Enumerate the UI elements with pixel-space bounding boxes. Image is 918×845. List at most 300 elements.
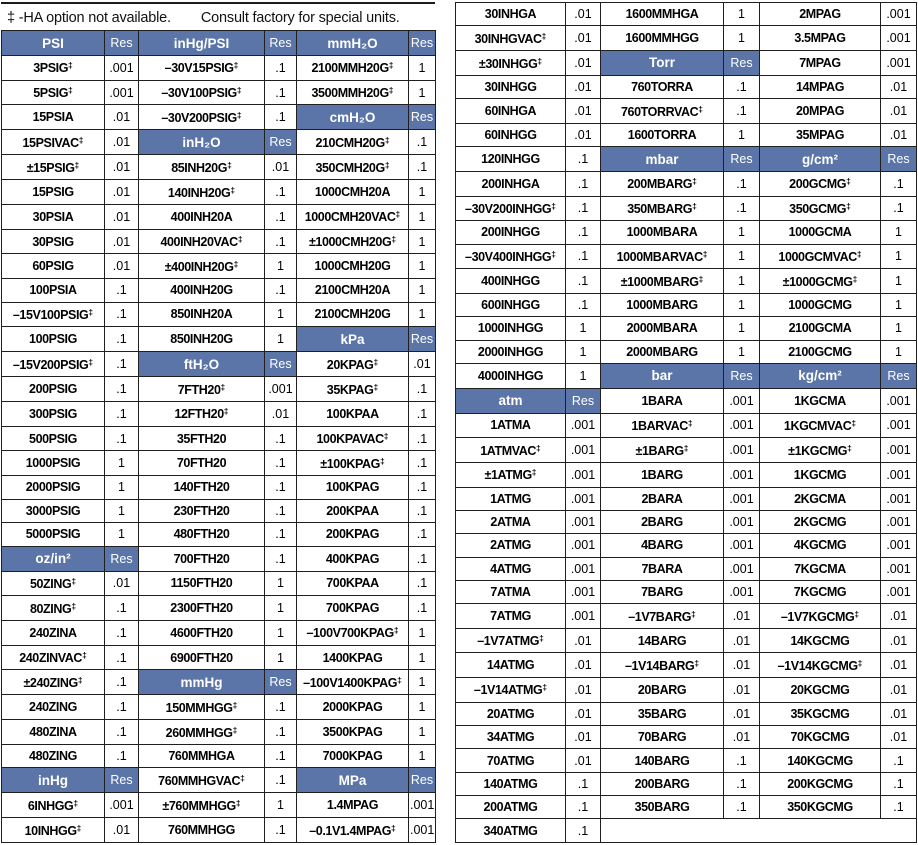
double-dagger-mark: ‡ bbox=[692, 201, 697, 212]
res-cell: .01 bbox=[566, 702, 601, 725]
table-row bbox=[456, 172, 917, 197]
range-cell: 1000MBARA bbox=[601, 221, 724, 244]
range-cell: 14ATMG bbox=[456, 653, 566, 678]
range-cell: 2KGCMG bbox=[760, 510, 881, 533]
range-cell: 2100CMH20G bbox=[297, 302, 409, 327]
range-cell: 760TORRA bbox=[601, 75, 724, 98]
res-cell: .1 bbox=[265, 426, 297, 451]
range-cell: ±1000CMH20G‡ bbox=[297, 229, 409, 254]
res-header-cell: Res bbox=[881, 147, 917, 172]
res-cell: 1 bbox=[409, 180, 436, 205]
range-cell: 60PSIG bbox=[2, 254, 105, 279]
table-row bbox=[456, 580, 917, 603]
unit-header-cell: inH₂O bbox=[139, 130, 265, 155]
table-row bbox=[456, 196, 917, 221]
res-header-cell: Res bbox=[409, 105, 436, 130]
range-cell: 4ATMG bbox=[456, 557, 566, 580]
double-dagger-mark: ‡ bbox=[384, 135, 390, 146]
range-cell: 2000MBARA bbox=[601, 317, 724, 340]
range-cell: ±1ATMG‡ bbox=[456, 462, 566, 487]
res-cell: .1 bbox=[724, 796, 760, 819]
res-cell: .01 bbox=[566, 653, 601, 678]
range-cell: 14KGCMG bbox=[760, 628, 881, 653]
res-cell: 1 bbox=[881, 244, 917, 269]
double-dagger-mark: ‡ bbox=[78, 135, 84, 146]
range-cell: 200INHGG bbox=[456, 221, 566, 244]
double-dagger-mark: ‡ bbox=[236, 85, 242, 96]
range-cell: –30V200PSIG‡ bbox=[139, 105, 265, 130]
table-row bbox=[2, 571, 436, 596]
range-cell: 2100GCMG bbox=[760, 340, 881, 363]
res-header-cell: Res bbox=[105, 31, 139, 56]
range-cell: 1000INHGG bbox=[456, 317, 566, 340]
table-row bbox=[2, 670, 436, 695]
table-row bbox=[456, 3, 917, 26]
table-row bbox=[456, 702, 917, 725]
res-cell: .1 bbox=[566, 172, 601, 197]
table-row bbox=[456, 269, 917, 294]
table-row bbox=[456, 628, 917, 653]
table-row bbox=[456, 819, 917, 843]
double-dagger-mark: ‡ bbox=[692, 176, 697, 187]
table-row bbox=[2, 229, 436, 254]
double-dagger-mark: ‡ bbox=[854, 608, 860, 619]
res-cell: .01 bbox=[724, 653, 760, 678]
res-cell: .001 bbox=[265, 377, 297, 402]
res-cell: .1 bbox=[409, 499, 436, 522]
double-dagger-mark: ‡ bbox=[383, 431, 389, 442]
range-cell: 70FTH20 bbox=[139, 451, 265, 476]
res-cell: .1 bbox=[724, 749, 760, 772]
range-cell: –0.1V1.4MPAG‡ bbox=[297, 818, 409, 843]
double-dagger-mark: ‡ bbox=[77, 675, 83, 685]
double-dagger-mark: ‡ bbox=[541, 30, 547, 41]
range-cell: 350CMH20G‡ bbox=[297, 155, 409, 180]
range-cell: 4KGCMG bbox=[760, 534, 881, 557]
range-cell: ±1BARG‡ bbox=[601, 438, 724, 463]
range-cell: 1400KPAG bbox=[297, 645, 409, 670]
res-cell: .01 bbox=[105, 180, 139, 205]
res-cell: .001 bbox=[566, 580, 601, 603]
res-cell: .1 bbox=[566, 293, 601, 316]
res-header-cell: Res bbox=[409, 327, 436, 352]
res-cell: .1 bbox=[105, 426, 139, 451]
unit-header-cell: bar bbox=[601, 363, 724, 388]
double-dagger-mark: ‡ bbox=[537, 55, 543, 66]
res-cell: 1 bbox=[724, 317, 760, 340]
res-cell: .001 bbox=[566, 438, 601, 463]
range-cell: 140ATMG bbox=[456, 772, 566, 795]
res-cell: 1 bbox=[409, 620, 436, 645]
range-cell: 7ATMG bbox=[456, 604, 566, 629]
unit-header-cell: Torr bbox=[601, 50, 724, 75]
res-cell: .01 bbox=[566, 99, 601, 124]
range-cell: 200MBARG‡ bbox=[601, 172, 724, 197]
res-cell: .1 bbox=[265, 499, 297, 522]
res-header-cell: Res bbox=[724, 50, 760, 75]
res-cell: .01 bbox=[105, 105, 139, 130]
res-cell: 1 bbox=[409, 720, 436, 745]
range-cell: 200KPAG bbox=[297, 523, 409, 546]
table-row bbox=[2, 254, 436, 279]
res-header-cell: Res bbox=[881, 363, 917, 388]
table-row bbox=[456, 363, 917, 388]
table-row bbox=[2, 327, 436, 352]
res-cell: .1 bbox=[105, 620, 139, 645]
range-cell: –1V14BARG‡ bbox=[601, 653, 724, 678]
range-cell: 35BARG bbox=[601, 702, 724, 725]
res-cell: .1 bbox=[881, 772, 917, 795]
range-cell: 1BARA bbox=[601, 388, 724, 413]
range-cell: 1000CMH20VAC‡ bbox=[297, 204, 409, 229]
range-cell: –100V1400KPAG‡ bbox=[297, 670, 409, 695]
range-cell: 2000KPAG bbox=[297, 695, 409, 720]
range-cell: 3000PSIG bbox=[2, 499, 105, 522]
table-row bbox=[456, 653, 917, 678]
range-cell: 100PSIA bbox=[2, 279, 105, 302]
res-header-cell: Res bbox=[566, 388, 601, 413]
table-row bbox=[2, 620, 436, 645]
range-cell: 2100CMH20A bbox=[297, 279, 409, 302]
res-cell: 1 bbox=[409, 254, 436, 279]
range-cell: 4600FTH20 bbox=[139, 620, 265, 645]
range-cell: 120INHGG bbox=[456, 147, 566, 172]
res-cell: .01 bbox=[881, 99, 917, 124]
res-cell: .1 bbox=[724, 772, 760, 795]
range-cell: 300PSIG bbox=[2, 402, 105, 427]
range-cell: 100KPAA bbox=[297, 402, 409, 427]
range-cell: 1000GCMA bbox=[760, 221, 881, 244]
double-dagger-mark: ‡ bbox=[82, 650, 87, 661]
footnote-consult-note: Consult factory for special units. bbox=[200, 10, 400, 26]
range-cell: 1000CMH20A bbox=[297, 180, 409, 205]
range-cell: 1000PSIG bbox=[2, 451, 105, 476]
range-cell: 1600TORRA bbox=[601, 123, 724, 146]
double-dagger-mark: ‡ bbox=[683, 442, 689, 453]
range-cell: 1600MMHGA bbox=[601, 3, 724, 26]
range-cell: 30PSIA bbox=[2, 204, 105, 229]
res-cell: .001 bbox=[881, 50, 917, 75]
range-cell: ±30INHGG‡ bbox=[456, 50, 566, 75]
double-dagger-mark: ‡ bbox=[551, 249, 556, 260]
range-cell: ±240ZING‡ bbox=[2, 670, 105, 695]
res-cell: 1 bbox=[265, 327, 297, 352]
table-row bbox=[456, 99, 917, 124]
range-cell: 14BARG bbox=[601, 628, 724, 653]
res-cell: .1 bbox=[265, 695, 297, 720]
res-cell: .1 bbox=[409, 523, 436, 546]
range-cell: 760MMHGA bbox=[139, 744, 265, 767]
double-dagger-mark: ‡ bbox=[391, 234, 397, 245]
table-row bbox=[2, 426, 436, 451]
range-cell: 480FTH20 bbox=[139, 523, 265, 546]
range-cell: 600INHGG bbox=[456, 293, 566, 316]
range-cell: 480ZINA bbox=[2, 720, 105, 745]
unit-header-cell: oz/in² bbox=[2, 546, 105, 571]
range-cell: 4000INHGG bbox=[456, 363, 566, 388]
res-cell: .001 bbox=[881, 26, 917, 51]
res-cell: 1 bbox=[881, 293, 917, 316]
res-cell: 1 bbox=[724, 26, 760, 51]
table-row bbox=[456, 749, 917, 772]
range-cell: 140INH20G‡ bbox=[139, 180, 265, 205]
res-cell: .1 bbox=[409, 130, 436, 155]
double-dagger-mark: ‡ bbox=[88, 306, 94, 317]
res-cell: .001 bbox=[881, 580, 917, 603]
res-cell: .001 bbox=[566, 413, 601, 438]
range-cell: 240ZING bbox=[2, 695, 105, 720]
res-cell: 1 bbox=[409, 302, 436, 327]
res-cell: .1 bbox=[265, 80, 297, 105]
range-res-grid bbox=[455, 2, 917, 843]
res-cell: 1 bbox=[724, 3, 760, 26]
range-cell: –30V200INHGG‡ bbox=[456, 196, 566, 221]
res-cell: 1 bbox=[265, 620, 297, 645]
range-cell: ±1000MBARG‡ bbox=[601, 269, 724, 294]
res-header-cell: Res bbox=[265, 352, 297, 377]
range-cell: 500PSIG bbox=[2, 426, 105, 451]
range-cell: 5PSIG‡ bbox=[2, 80, 105, 105]
res-cell: .1 bbox=[881, 196, 917, 221]
range-cell: 850INH20A bbox=[139, 302, 265, 327]
table-row bbox=[456, 221, 917, 244]
res-cell: .01 bbox=[105, 155, 139, 180]
double-dagger-mark: ‡ bbox=[236, 110, 242, 121]
table-row bbox=[456, 26, 917, 51]
table-row bbox=[2, 546, 436, 571]
res-cell: .1 bbox=[265, 204, 297, 229]
res-cell: .001 bbox=[724, 462, 760, 487]
table-row bbox=[2, 155, 436, 180]
res-cell: 1 bbox=[724, 269, 760, 294]
range-cell: 30PSIG bbox=[2, 229, 105, 254]
res-cell: .1 bbox=[265, 546, 297, 571]
range-cell: 2000INHGG bbox=[456, 340, 566, 363]
res-cell: 1 bbox=[265, 793, 297, 818]
double-dagger-mark: ‡ bbox=[68, 85, 73, 96]
res-cell: .1 bbox=[409, 377, 436, 402]
res-header-cell: Res bbox=[265, 130, 297, 155]
res-cell: .1 bbox=[265, 720, 297, 745]
range-cell: 140FTH20 bbox=[139, 476, 265, 499]
res-cell: .1 bbox=[566, 269, 601, 294]
res-cell: .01 bbox=[566, 749, 601, 772]
unit-header-cell: ftH₂O bbox=[139, 352, 265, 377]
res-cell: .001 bbox=[105, 80, 139, 105]
range-cell: 100KPAVAC‡ bbox=[297, 426, 409, 451]
res-cell: .001 bbox=[409, 818, 436, 843]
double-dagger-mark: ‡ bbox=[223, 406, 229, 417]
range-cell: 1BARG bbox=[601, 462, 724, 487]
res-cell: .1 bbox=[409, 155, 436, 180]
double-dagger-mark: ‡ bbox=[395, 209, 401, 220]
double-dagger-mark: ‡ bbox=[856, 249, 862, 260]
range-cell: 35KPAG‡ bbox=[297, 377, 409, 402]
unit-header-cell: kg/cm² bbox=[760, 363, 881, 388]
res-cell: .01 bbox=[724, 702, 760, 725]
range-cell: 20ATMG bbox=[456, 702, 566, 725]
res-cell: 1 bbox=[105, 451, 139, 476]
res-cell: .001 bbox=[881, 388, 917, 413]
res-cell: .1 bbox=[566, 196, 601, 221]
table-row bbox=[456, 388, 917, 413]
res-cell: .1 bbox=[409, 451, 436, 476]
double-dagger-mark: ‡ bbox=[698, 103, 703, 114]
range-cell: 1KGCMVAC‡ bbox=[760, 413, 881, 438]
range-cell: 70ATMG bbox=[456, 749, 566, 772]
res-cell: .001 bbox=[566, 487, 601, 510]
double-dagger-mark: ‡ bbox=[847, 442, 852, 453]
table-row bbox=[456, 796, 917, 819]
res-cell: .1 bbox=[105, 402, 139, 427]
empty-cell bbox=[601, 819, 917, 843]
range-cell: 210CMH20G‡ bbox=[297, 130, 409, 155]
range-cell: 35KGCMG bbox=[760, 702, 881, 725]
unit-header-cell: MPa bbox=[297, 768, 409, 793]
table-row bbox=[2, 596, 436, 621]
unit-header-cell: atm bbox=[456, 388, 566, 413]
range-cell: 3.5MPAG bbox=[760, 26, 881, 51]
range-cell: 6900FTH20 bbox=[139, 645, 265, 670]
range-cell: 2000MBARG bbox=[601, 340, 724, 363]
range-cell: 200PSIG bbox=[2, 377, 105, 402]
res-cell: 1 bbox=[265, 254, 297, 279]
res-cell: 1 bbox=[566, 363, 601, 388]
range-cell: 15PSIG bbox=[2, 180, 105, 205]
unit-header-cell: inHg bbox=[2, 768, 105, 793]
res-cell: .001 bbox=[105, 56, 139, 81]
range-cell: 350BARG bbox=[601, 796, 724, 819]
table-row bbox=[456, 487, 917, 510]
unit-header-cell: cmH₂O bbox=[297, 105, 409, 130]
range-cell: 100PSIG bbox=[2, 327, 105, 352]
res-cell: .01 bbox=[105, 254, 139, 279]
range-cell: 3500MMH20G‡ bbox=[297, 80, 409, 105]
res-cell: .001 bbox=[724, 580, 760, 603]
range-cell: 200KGCMG bbox=[760, 772, 881, 795]
res-cell: .1 bbox=[409, 571, 436, 596]
range-cell: 10INHGG‡ bbox=[2, 818, 105, 843]
range-cell: 6INHGG‡ bbox=[2, 793, 105, 818]
double-dagger-mark: ‡ bbox=[71, 600, 77, 611]
table-row bbox=[2, 645, 436, 670]
double-dagger-mark: ‡ bbox=[857, 657, 863, 668]
res-cell: 1 bbox=[409, 645, 436, 670]
res-cell: .1 bbox=[105, 645, 139, 670]
range-cell: 34ATMG bbox=[456, 726, 566, 749]
res-cell: .1 bbox=[724, 99, 760, 124]
range-cell: 3500KPAG bbox=[297, 720, 409, 745]
range-cell: 400INH20G bbox=[139, 279, 265, 302]
table-row bbox=[2, 451, 436, 476]
range-cell: 7KGCMG bbox=[760, 580, 881, 603]
res-cell: .1 bbox=[105, 302, 139, 327]
right-range-table bbox=[455, 2, 916, 843]
res-cell: .001 bbox=[724, 510, 760, 533]
double-dagger-mark: ‡ bbox=[230, 184, 236, 195]
res-cell: .1 bbox=[566, 772, 601, 795]
range-cell: 2BARA bbox=[601, 487, 724, 510]
res-cell: .01 bbox=[566, 50, 601, 75]
double-dagger-mark: ‡ bbox=[88, 356, 94, 367]
range-cell: 350MBARG‡ bbox=[601, 196, 724, 221]
double-dagger-mark: ‡ bbox=[397, 675, 402, 685]
double-dagger-mark: ‡ bbox=[373, 356, 379, 367]
range-cell: 850INH20G bbox=[139, 327, 265, 352]
table-row bbox=[456, 413, 917, 438]
res-cell: .001 bbox=[724, 413, 760, 438]
res-cell: .1 bbox=[724, 172, 760, 197]
res-cell: .1 bbox=[566, 221, 601, 244]
res-cell: .001 bbox=[105, 793, 139, 818]
res-cell: 1 bbox=[881, 317, 917, 340]
res-cell: .1 bbox=[105, 596, 139, 621]
res-cell: .1 bbox=[265, 229, 297, 254]
res-cell: .01 bbox=[881, 702, 917, 725]
table-row bbox=[2, 818, 436, 843]
res-cell: 1 bbox=[265, 645, 297, 670]
res-cell: .1 bbox=[265, 180, 297, 205]
res-cell: 1 bbox=[265, 302, 297, 327]
range-cell: 1KGCMG bbox=[760, 462, 881, 487]
range-cell: 760MMHGVAC‡ bbox=[139, 768, 265, 793]
res-cell: .01 bbox=[881, 628, 917, 653]
table-row bbox=[456, 462, 917, 487]
res-header-cell: Res bbox=[409, 768, 436, 793]
range-cell: 2BARG bbox=[601, 510, 724, 533]
range-cell: 80ZING‡ bbox=[2, 596, 105, 621]
res-cell: .01 bbox=[724, 678, 760, 703]
res-cell: .1 bbox=[105, 695, 139, 720]
double-dagger-mark: ‡ bbox=[68, 60, 73, 71]
double-dagger-mark: ‡ bbox=[235, 797, 241, 808]
res-cell: .1 bbox=[105, 327, 139, 352]
range-cell: ±1000GCMG‡ bbox=[760, 269, 881, 294]
range-cell: –100V700KPAG‡ bbox=[297, 620, 409, 645]
res-cell: 1 bbox=[105, 476, 139, 499]
range-cell: 1600MMHGG bbox=[601, 26, 724, 51]
table-row bbox=[2, 720, 436, 745]
res-header-cell: Res bbox=[105, 768, 139, 793]
res-cell: .01 bbox=[881, 75, 917, 98]
double-dagger-mark: ‡ bbox=[694, 657, 700, 668]
res-header-cell: Res bbox=[265, 31, 297, 56]
unit-header-cell: g/cm² bbox=[760, 147, 881, 172]
range-cell: 3PSIG‡ bbox=[2, 56, 105, 81]
range-cell: 7KGCMA bbox=[760, 557, 881, 580]
res-cell: 1 bbox=[724, 340, 760, 363]
res-cell: 1 bbox=[409, 744, 436, 767]
res-cell: .1 bbox=[881, 172, 917, 197]
res-cell: .01 bbox=[566, 678, 601, 703]
res-cell: .1 bbox=[409, 426, 436, 451]
table-row bbox=[2, 499, 436, 522]
footnote-ha-note: ‡ -HA option not available. bbox=[7, 10, 171, 26]
double-dagger-mark: ‡ bbox=[74, 159, 80, 170]
double-dagger-mark: ‡ bbox=[373, 381, 379, 392]
res-cell: 1 bbox=[409, 56, 436, 81]
res-cell: .01 bbox=[566, 3, 601, 26]
range-cell: 700FTH20 bbox=[139, 546, 265, 571]
double-dagger-mark: ‡ bbox=[531, 467, 537, 478]
double-dagger-mark: ‡ bbox=[542, 682, 548, 693]
res-cell: .01 bbox=[724, 628, 760, 653]
table-row bbox=[456, 123, 917, 146]
res-cell: .01 bbox=[881, 604, 917, 629]
res-cell: .1 bbox=[265, 451, 297, 476]
res-cell: 1 bbox=[265, 596, 297, 621]
range-cell: 140KGCMG bbox=[760, 749, 881, 772]
